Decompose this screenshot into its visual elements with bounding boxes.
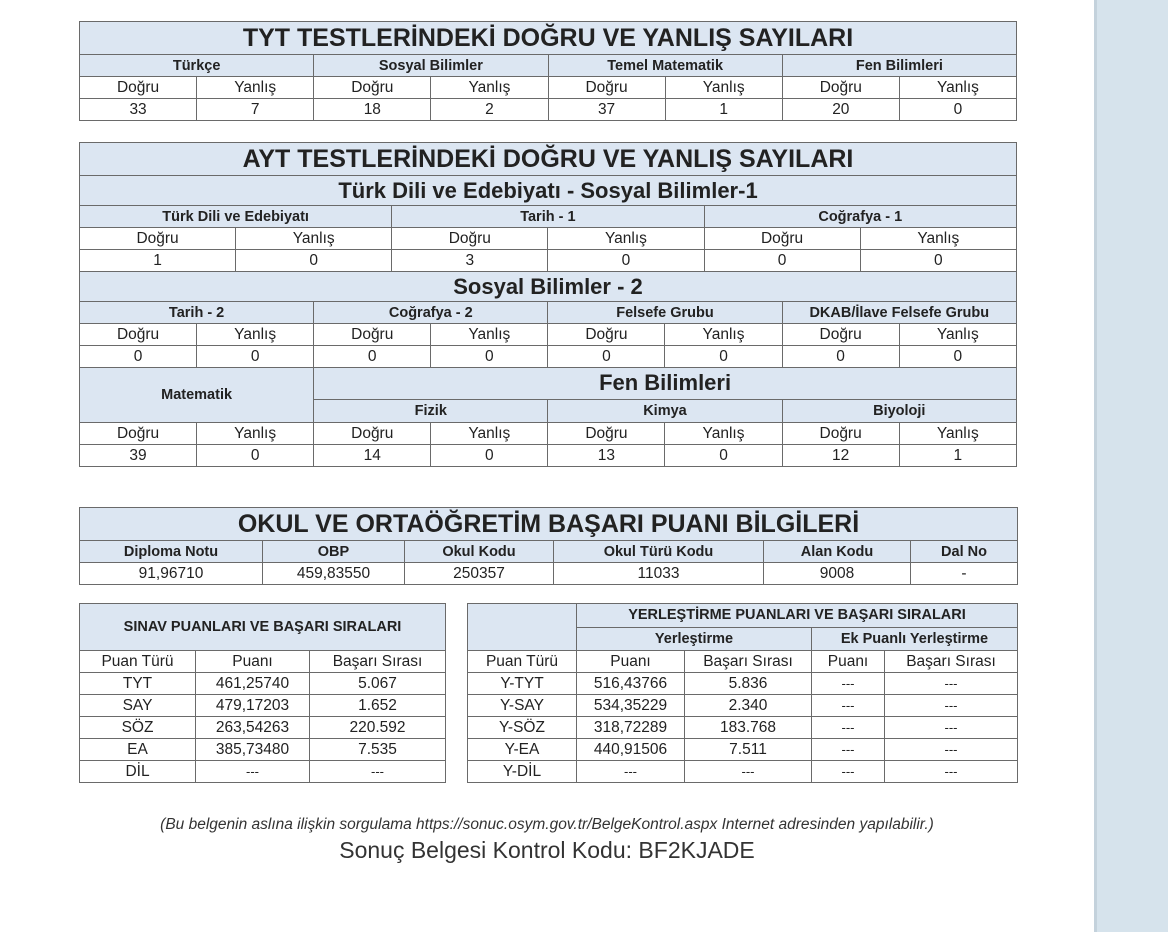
ayt-subject-cografya2: Coğrafya - 2 bbox=[314, 302, 548, 324]
ayt-table bbox=[79, 142, 1017, 467]
sinav-cell: 1.652 bbox=[310, 695, 446, 717]
dogru-label: Doğru bbox=[80, 228, 236, 250]
sinav-cell: 479,17203 bbox=[196, 695, 310, 717]
sinav-cell: 5.067 bbox=[310, 673, 446, 695]
ayt-value: 0 bbox=[899, 346, 1016, 368]
sinav-cell: SÖZ bbox=[80, 717, 196, 739]
sinav-cell: 263,54263 bbox=[196, 717, 310, 739]
yerlestirme-cell: --- bbox=[685, 761, 812, 783]
sinav-cell: TYT bbox=[80, 673, 196, 695]
yanlis-label: Yanlış bbox=[197, 324, 314, 346]
yerlestirme-cell: --- bbox=[885, 761, 1018, 783]
obp-header: Diploma Notu bbox=[80, 541, 263, 563]
yanlis-label: Yanlış bbox=[431, 423, 548, 445]
yerlestirme-cell: Y-EA bbox=[468, 739, 577, 761]
yanlis-label: Yanlış bbox=[431, 324, 548, 346]
tyt-table bbox=[79, 21, 1017, 121]
dogru-label: Doğru bbox=[392, 228, 548, 250]
ayt-value: 13 bbox=[548, 445, 665, 467]
yerlestirme-cell: Y-SÖZ bbox=[468, 717, 577, 739]
yerlestirme-cell: 516,43766 bbox=[577, 673, 685, 695]
ayt-value: 0 bbox=[665, 445, 782, 467]
yerlestirme-cell: Y-DİL bbox=[468, 761, 577, 783]
tyt-value: 1 bbox=[665, 99, 782, 121]
ayt-value: 0 bbox=[236, 250, 392, 272]
ayt-value: 0 bbox=[548, 346, 665, 368]
yerlestirme-cell: --- bbox=[812, 695, 885, 717]
sinav-cell: SAY bbox=[80, 695, 196, 717]
ayt-value: 0 bbox=[80, 346, 197, 368]
ayt-subject-cografya1: Coğrafya - 1 bbox=[704, 206, 1017, 228]
ayt-title: AYT TESTLERİNDEKİ DOĞRU VE YANLIŞ SAYILARI bbox=[80, 143, 1017, 176]
yanlis-label: Yanlış bbox=[431, 77, 548, 99]
dogru-label: Doğru bbox=[314, 77, 431, 99]
yanlis-label: Yanlış bbox=[665, 77, 782, 99]
yerlestirme-corner bbox=[468, 604, 577, 651]
obp-header: OBP bbox=[263, 541, 405, 563]
ayt-value: 39 bbox=[80, 445, 197, 467]
right-side-panel bbox=[1094, 0, 1168, 932]
tyt-value: 37 bbox=[548, 99, 665, 121]
obp-value: 9008 bbox=[764, 563, 911, 585]
yerlestirme-cell: 183.768 bbox=[685, 717, 812, 739]
yanlis-label: Yanlış bbox=[899, 324, 1016, 346]
ayt-subject-matematik: Matematik bbox=[80, 368, 314, 423]
ayt-value: 12 bbox=[782, 445, 899, 467]
tyt-subject-turkce: Türkçe bbox=[80, 55, 314, 77]
yerlestirme-cell: 7.511 bbox=[685, 739, 812, 761]
ayt-value: 1 bbox=[899, 445, 1016, 467]
yerlestirme-cell: Y-TYT bbox=[468, 673, 577, 695]
tyt-value: 2 bbox=[431, 99, 548, 121]
sinav-cell: EA bbox=[80, 739, 196, 761]
yerlestirme-header: Puanı bbox=[577, 651, 685, 673]
yerlestirme-header: Başarı Sırası bbox=[885, 651, 1018, 673]
yerlestirme-cell: 318,72289 bbox=[577, 717, 685, 739]
ayt-fen-title: Fen Bilimleri bbox=[314, 368, 1017, 400]
ayt-value: 0 bbox=[782, 346, 899, 368]
ayt-value: 14 bbox=[314, 445, 431, 467]
obp-header: Okul Türü Kodu bbox=[554, 541, 764, 563]
tyt-value: 0 bbox=[899, 99, 1016, 121]
yerlestirme-cell: 440,91506 bbox=[577, 739, 685, 761]
ayt-value: 3 bbox=[392, 250, 548, 272]
tyt-value: 20 bbox=[782, 99, 899, 121]
yerlestirme-group: Yerleştirme bbox=[577, 627, 812, 651]
obp-value: - bbox=[911, 563, 1018, 585]
yerlestirme-title: YERLEŞTİRME PUANLARI VE BAŞARI SIRALARI bbox=[577, 604, 1018, 628]
dogru-label: Doğru bbox=[80, 77, 197, 99]
ayt-subject-kimya: Kimya bbox=[548, 399, 782, 422]
yerlestirme-table bbox=[467, 603, 1018, 783]
ayt-value: 0 bbox=[431, 445, 548, 467]
dogru-label: Doğru bbox=[548, 324, 665, 346]
ayt-subject-edebiyat: Türk Dili ve Edebiyatı bbox=[80, 206, 392, 228]
yerlestirme-cell: --- bbox=[885, 717, 1018, 739]
tyt-value: 33 bbox=[80, 99, 197, 121]
yerlestirme-cell: --- bbox=[885, 673, 1018, 695]
dogru-label: Doğru bbox=[782, 77, 899, 99]
ayt-value: 0 bbox=[197, 346, 314, 368]
yanlis-label: Yanlış bbox=[860, 228, 1016, 250]
sinav-cell: DİL bbox=[80, 761, 196, 783]
sinav-cell: --- bbox=[196, 761, 310, 783]
yerlestirme-header: Puanı bbox=[812, 651, 885, 673]
yanlis-label: Yanlış bbox=[197, 77, 314, 99]
ayt-subject-felsefe: Felsefe Grubu bbox=[548, 302, 782, 324]
ayt-value: 1 bbox=[80, 250, 236, 272]
ayt-value: 0 bbox=[665, 346, 782, 368]
dogru-label: Doğru bbox=[782, 423, 899, 445]
ayt-value: 0 bbox=[431, 346, 548, 368]
ayt-subject-fizik: Fizik bbox=[314, 399, 548, 422]
yanlis-label: Yanlış bbox=[548, 228, 704, 250]
ayt-value: 0 bbox=[197, 445, 314, 467]
yerlestirme-header: Puan Türü bbox=[468, 651, 577, 673]
tyt-subject-sosyal: Sosyal Bilimler bbox=[314, 55, 548, 77]
verification-note: (Bu belgenin aslına ilişkin sorgulama https://sonuc.osym.gov.tr/BelgeKontrol.aspx Internet adresinden yapılabilir.) bbox=[160, 816, 934, 833]
obp-header: Alan Kodu bbox=[764, 541, 911, 563]
dogru-label: Doğru bbox=[782, 324, 899, 346]
obp-value: 250357 bbox=[405, 563, 554, 585]
yanlis-label: Yanlış bbox=[665, 423, 782, 445]
yerlestirme-cell: --- bbox=[812, 739, 885, 761]
ayt-subject-tarih1: Tarih - 1 bbox=[392, 206, 704, 228]
dogru-label: Doğru bbox=[80, 423, 197, 445]
tyt-value: 7 bbox=[197, 99, 314, 121]
yerlestirme-cell: Y-SAY bbox=[468, 695, 577, 717]
yanlis-label: Yanlış bbox=[665, 324, 782, 346]
yerlestirme-cell: --- bbox=[812, 673, 885, 695]
sinav-header: Puanı bbox=[196, 651, 310, 673]
obp-value: 459,83550 bbox=[263, 563, 405, 585]
sinav-cell: 220.592 bbox=[310, 717, 446, 739]
sinav-cell: 7.535 bbox=[310, 739, 446, 761]
sinav-cell: --- bbox=[310, 761, 446, 783]
yerlestirme-cell: --- bbox=[577, 761, 685, 783]
dogru-label: Doğru bbox=[548, 423, 665, 445]
ayt-subject-dkab: DKAB/İlave Felsefe Grubu bbox=[782, 302, 1016, 324]
sinav-table bbox=[79, 603, 446, 783]
dogru-label: Doğru bbox=[80, 324, 197, 346]
dogru-label: Doğru bbox=[548, 77, 665, 99]
ayt-value: 0 bbox=[704, 250, 860, 272]
yanlis-label: Yanlış bbox=[899, 423, 1016, 445]
tyt-subject-matematik: Temel Matematik bbox=[548, 55, 782, 77]
dogru-label: Doğru bbox=[314, 423, 431, 445]
obp-header: Okul Kodu bbox=[405, 541, 554, 563]
ayt-value: 0 bbox=[860, 250, 1016, 272]
obp-table bbox=[79, 507, 1018, 585]
yerlestirme-cell: --- bbox=[885, 739, 1018, 761]
tyt-title: TYT TESTLERİNDEKİ DOĞRU VE YANLIŞ SAYILARI bbox=[80, 22, 1017, 55]
dogru-label: Doğru bbox=[704, 228, 860, 250]
yanlis-label: Yanlış bbox=[236, 228, 392, 250]
ek-puanli-group: Ek Puanlı Yerleştirme bbox=[812, 627, 1018, 651]
yanlis-label: Yanlış bbox=[197, 423, 314, 445]
control-code: Sonuç Belgesi Kontrol Kodu: BF2KJADE bbox=[339, 837, 755, 863]
yerlestirme-cell: 2.340 bbox=[685, 695, 812, 717]
yanlis-label: Yanlış bbox=[899, 77, 1016, 99]
obp-title: OKUL VE ORTAÖĞRETİM BAŞARI PUANI BİLGİLERİ bbox=[80, 508, 1018, 541]
obp-value: 11033 bbox=[554, 563, 764, 585]
sinav-title: SINAV PUANLARI VE BAŞARI SIRALARI bbox=[80, 604, 446, 651]
sinav-cell: 461,25740 bbox=[196, 673, 310, 695]
ayt-value: 0 bbox=[548, 250, 704, 272]
ayt-subject-biyoloji: Biyoloji bbox=[782, 399, 1016, 422]
ayt-value: 0 bbox=[314, 346, 431, 368]
yerlestirme-cell: 5.836 bbox=[685, 673, 812, 695]
sinav-cell: 385,73480 bbox=[196, 739, 310, 761]
obp-header: Dal No bbox=[911, 541, 1018, 563]
dogru-label: Doğru bbox=[314, 324, 431, 346]
yerlestirme-cell: 534,35229 bbox=[577, 695, 685, 717]
tyt-subject-fen: Fen Bilimleri bbox=[782, 55, 1016, 77]
yerlestirme-cell: --- bbox=[812, 761, 885, 783]
ayt-section2-title: Sosyal Bilimler - 2 bbox=[80, 272, 1017, 302]
sinav-header: Başarı Sırası bbox=[310, 651, 446, 673]
yerlestirme-header: Başarı Sırası bbox=[685, 651, 812, 673]
sinav-header: Puan Türü bbox=[80, 651, 196, 673]
yerlestirme-cell: --- bbox=[885, 695, 1018, 717]
ayt-subject-tarih2: Tarih - 2 bbox=[80, 302, 314, 324]
tyt-value: 18 bbox=[314, 99, 431, 121]
ayt-section1-title: Türk Dili ve Edebiyatı - Sosyal Bilimler-1 bbox=[80, 176, 1017, 206]
yerlestirme-cell: --- bbox=[812, 717, 885, 739]
obp-value: 91,96710 bbox=[80, 563, 263, 585]
